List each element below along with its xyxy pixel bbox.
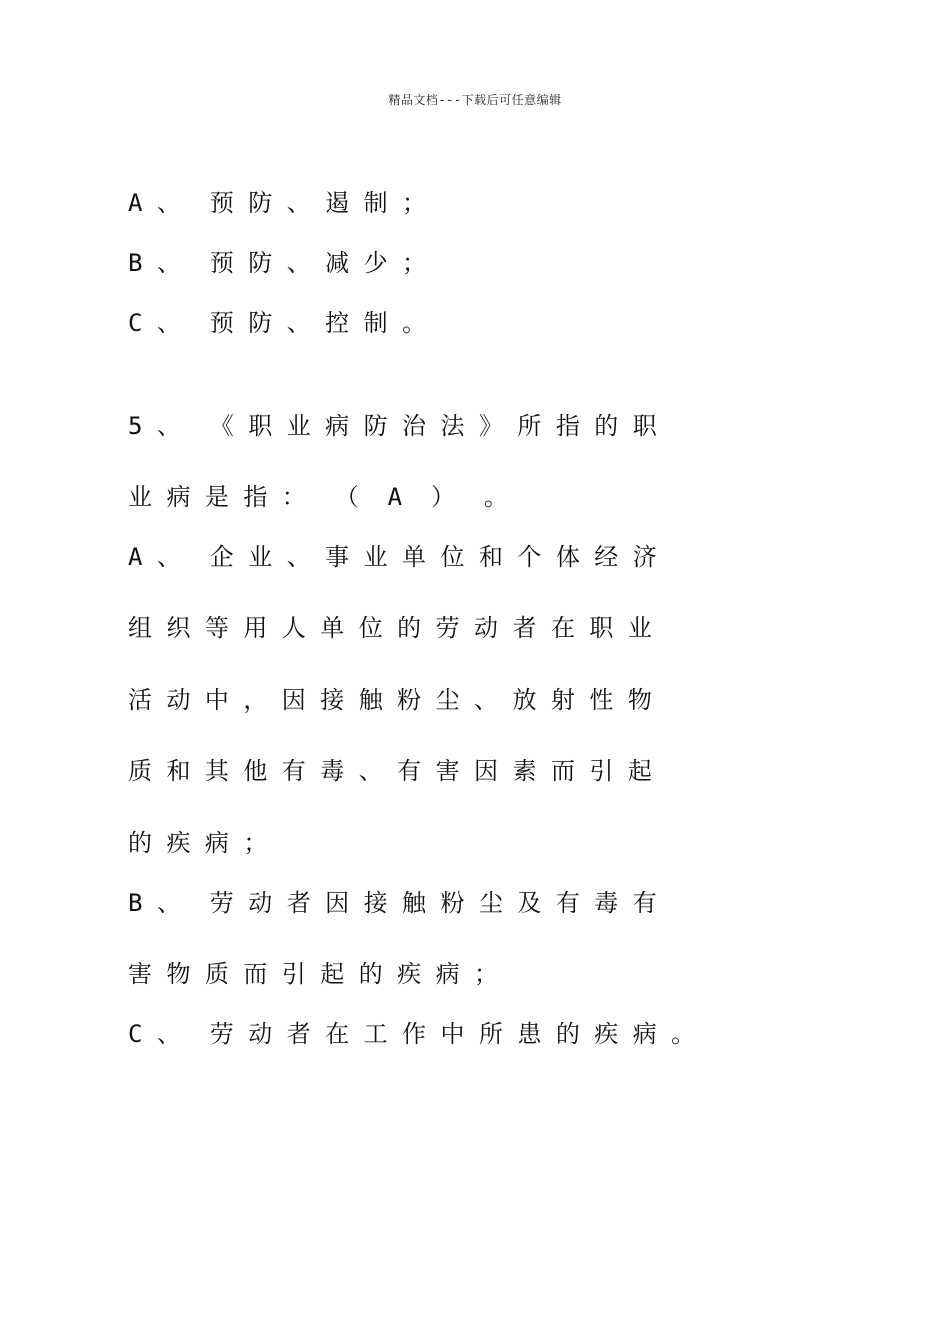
option-c-line: C 、 预 防 、 控 制 。 bbox=[128, 309, 427, 337]
question-5-line-2: 业 病 是 指 ： （ A ） 。 bbox=[128, 483, 508, 511]
q5-option-a-line-2: 组 织 等 用 人 单 位 的 劳 动 者 在 职 业 bbox=[128, 614, 652, 642]
question-5-line-1: 5 、 《 职 业 病 防 治 法 》 所 指 的 职 bbox=[128, 412, 657, 440]
option-a-line: A 、 预 防 、 遏 制 ； bbox=[128, 189, 427, 217]
q5-option-c-line: C 、 劳 动 者 在 工 作 中 所 患 的 疾 病 。 bbox=[128, 1020, 696, 1048]
q5-option-b-line-2: 害 物 质 而 引 起 的 疾 病 ； bbox=[128, 960, 499, 988]
q5-option-a-line-5: 的 疾 病 ； bbox=[128, 829, 268, 857]
page-header: 精品文档---下载后可任意编辑 bbox=[388, 93, 562, 107]
q5-option-a-line-3: 活 动 中 ， 因 接 触 粉 尘 、 放 射 性 物 bbox=[128, 686, 652, 714]
q5-option-a-line-4: 质 和 其 他 有 毒 、 有 害 因 素 而 引 起 bbox=[128, 757, 652, 785]
option-b-line: B 、 预 防 、 减 少 ； bbox=[128, 249, 427, 277]
q5-option-a-line-1: A 、 企 业 、 事 业 单 位 和 个 体 经 济 bbox=[128, 543, 657, 571]
q5-option-b-line-1: B 、 劳 动 者 因 接 触 粉 尘 及 有 毒 有 bbox=[128, 889, 657, 917]
